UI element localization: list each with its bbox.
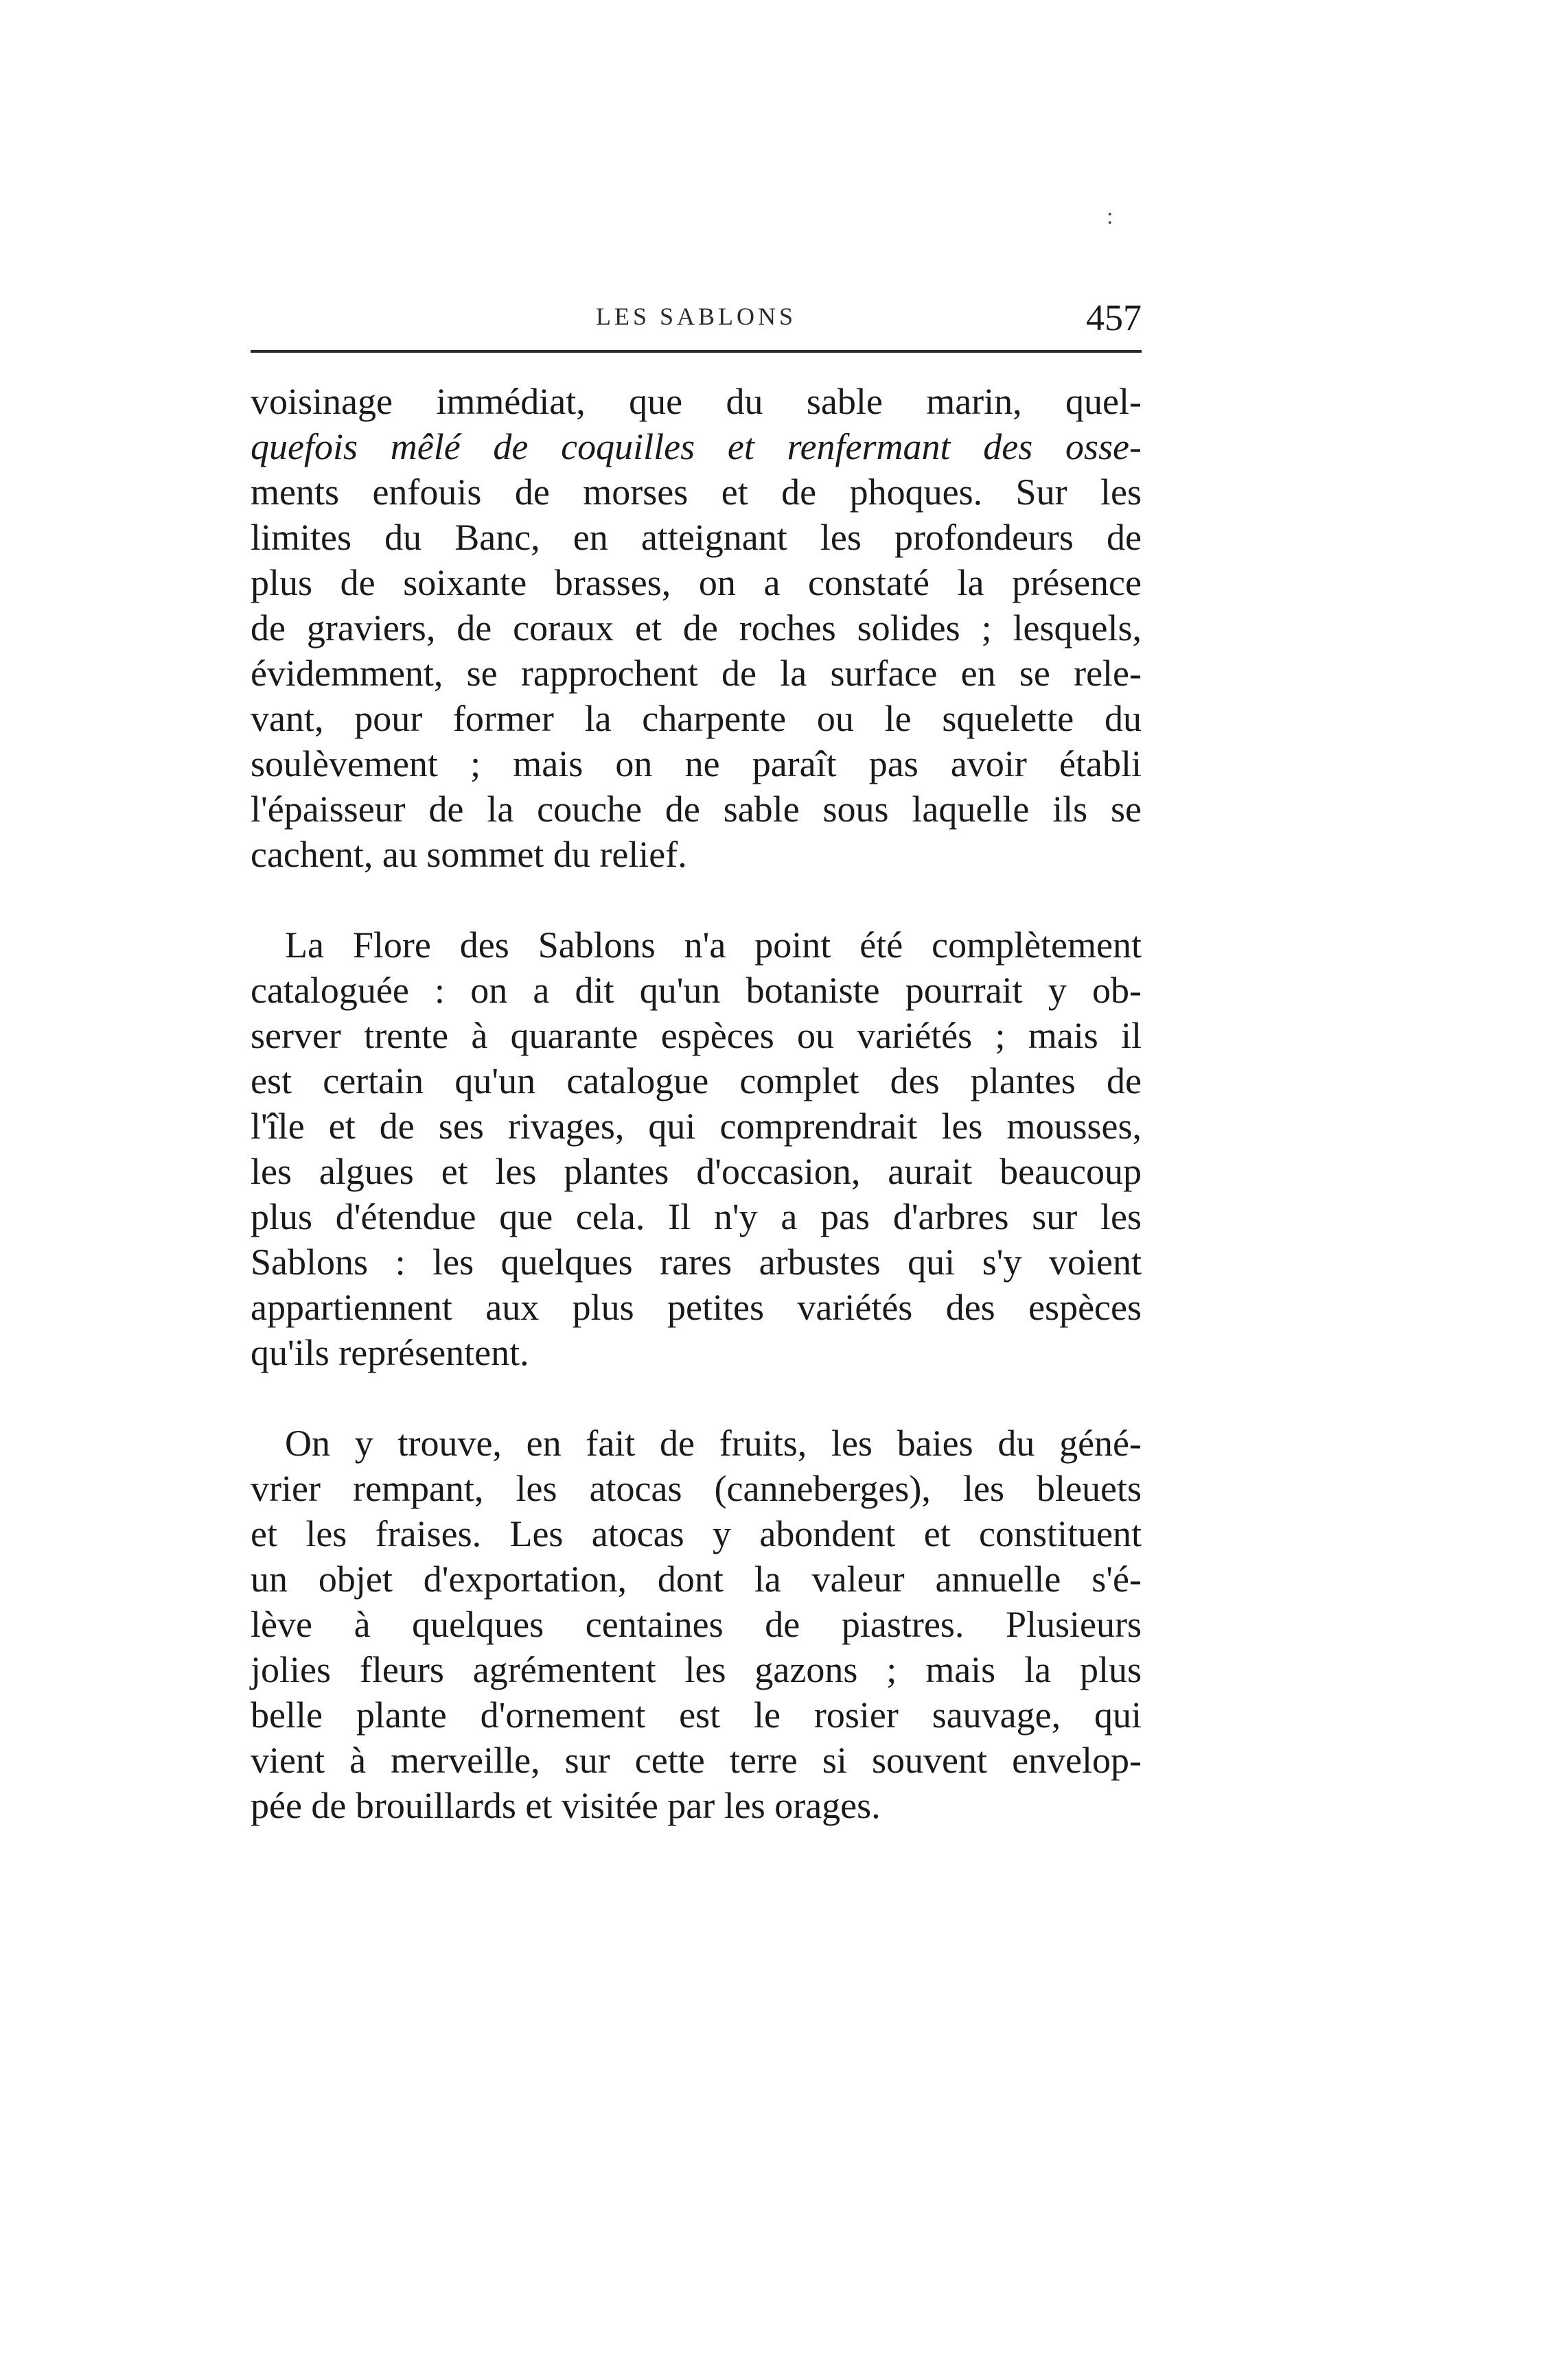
text-line: un objet d'exportation, dont la valeur annuelle s'é- — [251, 1559, 1142, 1600]
paragraph-1 — [251, 379, 1142, 877]
text-line: soulèvement ; mais on ne paraît pas avoir établi — [251, 743, 1142, 784]
paragraph-2 — [251, 922, 1142, 1375]
page-body — [251, 379, 1142, 1828]
text-line: est certain qu'un catalogue complet des plantes de — [251, 1060, 1142, 1101]
header-rule — [251, 350, 1142, 353]
text-line: les algues et les plantes d'occasion, aurait beaucoup — [251, 1151, 1142, 1192]
text-line: cataloguée : on a dit qu'un botaniste pourrait y ob- — [251, 970, 1142, 1011]
text-line: La Flore des Sablons n'a point été complètement — [285, 924, 1142, 966]
text-line: quefois mêlé de coquilles et renfermant des osse- — [251, 426, 1142, 467]
text-line: voisinage immédiat, que du sable marin, quel- — [251, 381, 1142, 422]
text-line: cachent, au sommet du relief. — [251, 834, 687, 875]
margin-mark: : — [1107, 204, 1113, 229]
text-line: qu'ils représentent. — [251, 1332, 529, 1373]
text-line: vient à merveille, sur cette terre si souvent envelop- — [251, 1740, 1142, 1781]
text-line: plus de soixante brasses, on a constaté la présence — [251, 562, 1142, 603]
text-line: plus d'étendue que cela. Il n'y a pas d'arbres sur les — [251, 1196, 1142, 1237]
book-page — [251, 297, 1142, 1828]
text-line: vrier rempant, les atocas (canneberges), les bleuets — [251, 1468, 1142, 1509]
text-line: pée de brouillards et visitée par les orages. — [251, 1785, 881, 1826]
text-line: On y trouve, en fait de fruits, les baies du géné- — [285, 1423, 1142, 1464]
text-line: l'île et de ses rivages, qui comprendrait les mousses, — [251, 1106, 1142, 1147]
text-line: l'épaisseur de la couche de sable sous laquelle ils se — [251, 789, 1142, 830]
text-line: de graviers, de coraux et de roches solides ; lesquels, — [251, 607, 1142, 649]
page-number: 457 — [1086, 297, 1142, 338]
text-line: jolies fleurs agrémentent les gazons ; mais la plus — [251, 1649, 1142, 1690]
paragraph-gap — [251, 1375, 1142, 1421]
text-line: lève à quelques centaines de piastres. Plusieurs — [251, 1604, 1142, 1645]
running-head — [251, 297, 1142, 350]
paragraph-gap — [251, 877, 1142, 922]
text-line: limites du Banc, en atteignant les profondeurs de — [251, 517, 1142, 558]
text-line: appartiennent aux plus petites variétés des espèces — [251, 1287, 1142, 1328]
running-title: LES SABLONS — [595, 303, 797, 330]
text-line: évidemment, se rapprochent de la surface en se rele- — [251, 653, 1142, 694]
paragraph-3 — [251, 1421, 1142, 1828]
text-line: ments enfouis de morses et de phoques. Sur les — [251, 471, 1142, 513]
text-line: server trente à quarante espèces ou variétés ; mais il — [251, 1015, 1142, 1056]
text-line: vant, pour former la charpente ou le squelette du — [251, 698, 1142, 739]
text-line: et les fraises. Les atocas y abondent et constituent — [251, 1513, 1142, 1554]
text-line: belle plante d'ornement est le rosier sauvage, qui — [251, 1694, 1142, 1736]
text-line: Sablons : les quelques rares arbustes qui s'y voient — [251, 1241, 1142, 1283]
